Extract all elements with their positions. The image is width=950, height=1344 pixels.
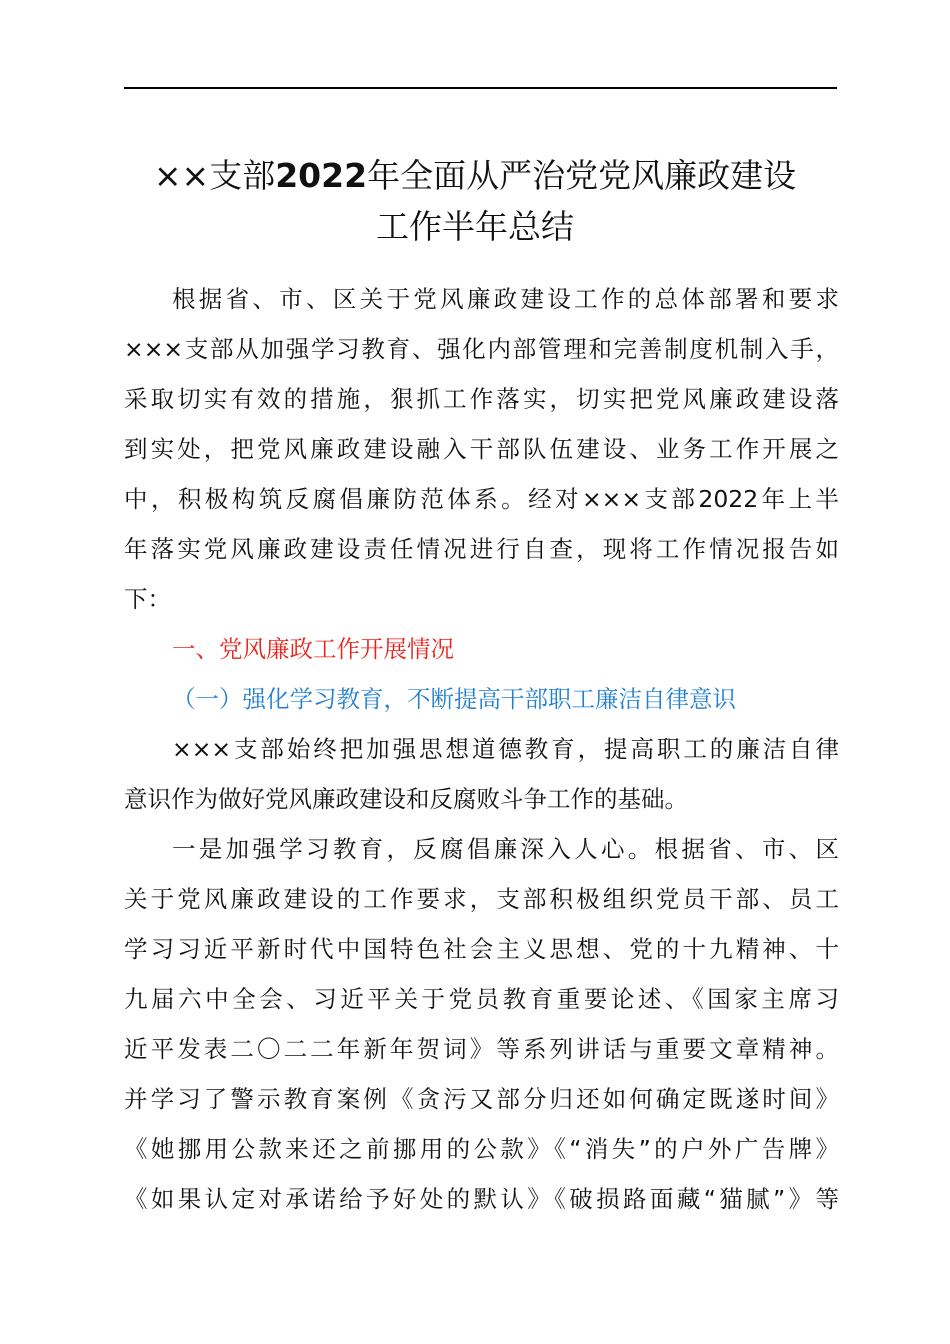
paragraph-2-line-2: 意识作为做好党风廉政建设和反腐败斗争工作的基础。 <box>124 785 688 813</box>
subsection-heading-1: （一）强化学习教育，不断提高干部职工廉洁自律意识 <box>172 685 736 713</box>
paragraph-1-line-7: 下： <box>124 585 171 613</box>
paragraph-3-line-1: 一是加强学习教育，反腐倡廉深入人心。根据省、市、区 <box>172 835 839 863</box>
title-prefix: ××支部 <box>153 156 276 195</box>
document-title-line-2: 工作半年总结 <box>376 207 574 246</box>
paragraph-1-line-5: 中，积极构筑反腐倡廉防范体系。经对×××支部2022年上半 <box>124 485 839 513</box>
paragraph-3-line-5: 近平发表二〇二二年新年贺词》等系列讲话与重要文章精神。 <box>124 1035 839 1063</box>
title-year: 2022 <box>275 156 368 195</box>
document-title-line-1 <box>70 153 880 199</box>
section-heading-1: 一、党风廉政工作开展情况 <box>172 635 454 663</box>
paragraph-3-line-8: 《如果认定对承诺给予好处的默认》《破损路面藏“猫腻”》等 <box>124 1185 839 1213</box>
header-rule <box>124 87 837 89</box>
paragraph-3-line-3: 学习习近平新时代中国特色社会主义思想、党的十九精神、十 <box>124 935 839 963</box>
paragraph-3-line-4: 九届六中全会、习近平关于党员教育重要论述、《国家主席习 <box>124 985 839 1013</box>
paragraph-2-line-1: ×××支部始终把加强思想道德教育，提高职工的廉洁自律 <box>172 735 839 763</box>
paragraph-1-line-6: 年落实党风廉政建设责任情况进行自查，现将工作情况报告如 <box>124 535 839 563</box>
paragraph-1-line-2: ×××支部从加强学习教育、强化内部管理和完善制度机制入手， <box>124 335 839 363</box>
paragraph-1-line-4: 到实处，把党风廉政建设融入干部队伍建设、业务工作开展之 <box>124 435 839 463</box>
title-suffix: 年全面从严治党党风廉政建设 <box>367 156 797 195</box>
paragraph-1-line-1: 根据省、市、区关于党风廉政建设工作的总体部署和要求 <box>172 285 839 313</box>
paragraph-3-line-6: 并学习了警示教育案例《贪污又部分归还如何确定既遂时间》 <box>124 1085 839 1113</box>
paragraph-1-line-3: 采取切实有效的措施，狠抓工作落实，切实把党风廉政建设落 <box>124 385 839 413</box>
paragraph-3-line-7: 《她挪用公款来还之前挪用的公款》《“消失”的户外广告牌》 <box>124 1135 839 1163</box>
paragraph-3-line-2: 关于党风廉政建设的工作要求，支部积极组织党员干部、员工 <box>124 885 839 913</box>
